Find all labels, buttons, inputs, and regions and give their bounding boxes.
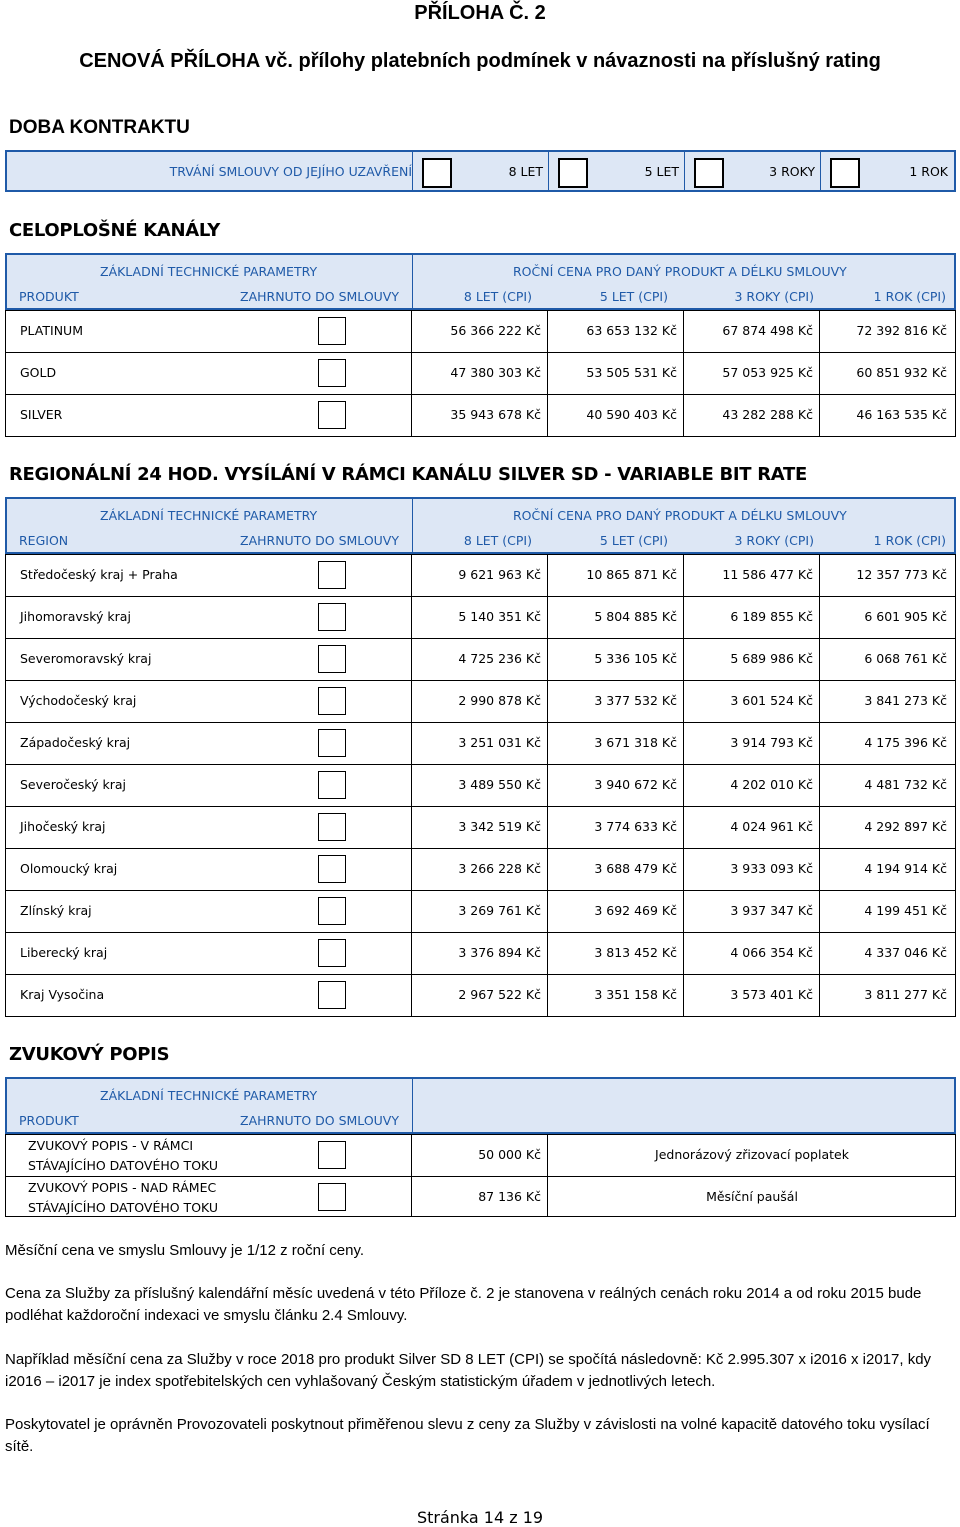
price-cell: 4 202 010 Kč xyxy=(730,777,813,792)
regional-table-header xyxy=(5,497,956,554)
price-cell: 3 671 318 Kč xyxy=(594,735,677,750)
region-name: Zlínský kraj xyxy=(20,903,92,918)
price-cell: 9 621 963 Kč xyxy=(458,567,541,582)
national-table xyxy=(5,310,956,437)
note-monthly-price: Měsíční cena ve smyslu Smlouvy je 1/12 z roční ceny. xyxy=(5,1242,365,1259)
col-included: ZAHRNUTO DO SMLOUVY xyxy=(240,1113,399,1128)
price-cell: 3 774 633 Kč xyxy=(594,819,677,834)
page-title: PŘÍLOHA Č. 2 xyxy=(414,2,546,24)
table-row xyxy=(6,1135,955,1176)
price-cell: 5 140 351 Kč xyxy=(458,609,541,624)
table-row xyxy=(6,639,955,680)
table-row xyxy=(6,311,955,352)
include-checkbox[interactable] xyxy=(318,645,346,673)
price-cell: 56 366 222 Kč xyxy=(450,323,541,338)
price-cell: 3 914 793 Kč xyxy=(730,735,813,750)
price-cell: 3 351 158 Kč xyxy=(594,987,677,1002)
include-checkbox[interactable] xyxy=(318,771,346,799)
region-name: Středočeský kraj + Praha xyxy=(20,567,178,582)
price-cell: 3 377 532 Kč xyxy=(594,693,677,708)
price-cell: 3 342 519 Kč xyxy=(458,819,541,834)
col-1-rok: 1 ROK (CPI) xyxy=(873,289,946,304)
audio-product-line2: STÁVAJÍCÍHO DATOVÉHO TOKU xyxy=(28,1158,219,1173)
region-name: Západočeský kraj xyxy=(20,735,131,750)
header-basic-parameters: ZÁKLADNÍ TECHNICKÉ PARAMETRY xyxy=(100,264,318,279)
table-row xyxy=(6,933,955,974)
price-cell: 53 505 531 Kč xyxy=(586,365,677,380)
col-included: ZAHRNUTO DO SMLOUVY xyxy=(240,533,399,548)
price-cell: 67 874 498 Kč xyxy=(722,323,813,338)
note-example: Například měsíční cena za Služby v roce 2018 pro produkt Silver SD 8 LET (CPI) se spočítá následovně: Kč 2.995.307 x i2016 x i2017, kdy i2016 – i2017 je index spotřebitelských cen vyhlašovaný Českým statistickým úřadem v jednotlivých letech. xyxy=(5,1351,932,1390)
region-name: Východočeský kraj xyxy=(20,693,137,708)
price-cell: 4 066 354 Kč xyxy=(730,945,813,960)
table-row xyxy=(6,1177,955,1218)
col-3-roky: 3 ROKY (CPI) xyxy=(734,533,814,548)
col-included: ZAHRNUTO DO SMLOUVY xyxy=(240,289,399,304)
include-checkbox[interactable] xyxy=(318,1141,346,1169)
price-cell: 3 937 347 Kč xyxy=(730,903,813,918)
region-name: Kraj Vysočina xyxy=(20,987,105,1002)
region-name: Jihočeský kraj xyxy=(20,819,106,834)
price-cell: 3 811 277 Kč xyxy=(864,987,947,1002)
include-checkbox[interactable] xyxy=(318,939,346,967)
price-cell: 3 841 273 Kč xyxy=(864,693,947,708)
col-8-let: 8 LET (CPI) xyxy=(463,289,532,304)
price-cell: 43 282 288 Kč xyxy=(722,407,813,422)
header-annual-price: ROČNÍ CENA PRO DANÝ PRODUKT A DÉLKU SMLOUVY xyxy=(513,264,847,279)
price-cell: 4 292 897 Kč xyxy=(864,819,947,834)
fee-note: Jednorázový zřizovací poplatek xyxy=(655,1147,849,1162)
table-row xyxy=(6,395,955,436)
price-cell: 3 251 031 Kč xyxy=(458,735,541,750)
price-cell: 12 357 773 Kč xyxy=(856,567,947,582)
page-number: Stránka 14 z 19 xyxy=(416,1508,544,1527)
price-cell: 63 653 132 Kč xyxy=(586,323,677,338)
table-row xyxy=(6,723,955,764)
table-row xyxy=(6,597,955,638)
price-cell: 3 376 894 Kč xyxy=(458,945,541,960)
price-cell: 6 068 761 Kč xyxy=(864,651,947,666)
price-cell: 5 336 105 Kč xyxy=(594,651,677,666)
price-cell: 3 573 401 Kč xyxy=(730,987,813,1002)
contract-duration-label: TRVÁNÍ SMLOUVY OD JEJÍHO UZAVŘENÍ xyxy=(169,164,412,179)
price-cell: 4 725 236 Kč xyxy=(458,651,541,666)
price-cell: 3 688 479 Kč xyxy=(594,861,677,876)
price-cell: 3 692 469 Kč xyxy=(594,903,677,918)
include-checkbox[interactable] xyxy=(318,401,346,429)
price-cell: 4 337 046 Kč xyxy=(864,945,947,960)
audio-product-line2: STÁVAJÍCÍHO DATOVÉHO TOKU xyxy=(28,1200,219,1215)
price-cell: 3 269 761 Kč xyxy=(458,903,541,918)
price-cell: 47 380 303 Kč xyxy=(450,365,541,380)
audio-table xyxy=(5,1134,956,1217)
page-subtitle: CENOVÁ PŘÍLOHA vč. přílohy platebních podmínek v návaznosti na příslušný rating xyxy=(79,50,881,72)
col-5-let: 5 LET (CPI) xyxy=(599,289,668,304)
price-cell: 4 481 732 Kč xyxy=(864,777,947,792)
price-cell: 4 199 451 Kč xyxy=(864,903,947,918)
col-product: PRODUKT xyxy=(19,289,79,304)
product-name: PLATINUM xyxy=(20,323,83,338)
col-5-let: 5 LET (CPI) xyxy=(599,533,668,548)
include-checkbox[interactable] xyxy=(318,687,346,715)
include-checkbox[interactable] xyxy=(318,1183,346,1211)
option-1-rok: 1 ROK xyxy=(909,164,948,179)
contract-duration-box xyxy=(5,150,956,192)
include-checkbox[interactable] xyxy=(318,561,346,589)
section-heading-contract: DOBA KONTRAKTU xyxy=(9,117,190,138)
col-3-roky: 3 ROKY (CPI) xyxy=(734,289,814,304)
audio-product-line1: ZVUKOVÝ POPIS - V RÁMCI xyxy=(28,1138,194,1153)
price-cell: 4 175 396 Kč xyxy=(864,735,947,750)
region-name: Olomoucký kraj xyxy=(20,861,118,876)
region-name: Severomoravský kraj xyxy=(20,651,152,666)
price-cell: 57 053 925 Kč xyxy=(722,365,813,380)
product-name: SILVER xyxy=(20,407,63,422)
price-cell: 4 024 961 Kč xyxy=(730,819,813,834)
price-cell: 5 689 986 Kč xyxy=(730,651,813,666)
price-cell: 35 943 678 Kč xyxy=(450,407,541,422)
price-cell: 87 136 Kč xyxy=(478,1189,541,1204)
section-heading-regional: REGIONÁLNÍ 24 HOD. VYSÍLÁNÍ V RÁMCI KANÁLU SILVER SD - VARIABLE BIT RATE xyxy=(9,464,807,485)
option-3-roky: 3 ROKY xyxy=(769,164,815,179)
table-row xyxy=(6,849,955,890)
col-region: REGION xyxy=(19,533,69,548)
table-row xyxy=(6,891,955,932)
include-checkbox[interactable] xyxy=(318,981,346,1009)
include-checkbox[interactable] xyxy=(318,813,346,841)
include-checkbox[interactable] xyxy=(318,729,346,757)
col-product: PRODUKT xyxy=(19,1113,79,1128)
price-cell: 11 586 477 Kč xyxy=(722,567,813,582)
header-basic-parameters: ZÁKLADNÍ TECHNICKÉ PARAMETRY xyxy=(100,508,318,523)
audio-table-header xyxy=(5,1077,956,1134)
national-table-header xyxy=(5,253,956,310)
col-8-let: 8 LET (CPI) xyxy=(463,533,532,548)
region-name: Liberecký kraj xyxy=(20,945,108,960)
audio-product-line1: ZVUKOVÝ POPIS - NAD RÁMEC xyxy=(28,1180,217,1195)
price-cell: 3 940 672 Kč xyxy=(594,777,677,792)
col-1-rok: 1 ROK (CPI) xyxy=(873,533,946,548)
note-indexation: Cena za Služby za příslušný kalendářní měsíc uvedená v této Příloze č. 2 je stanovena v reálných cenách roku 2014 a od roku 2015 bude podléhat každoroční indexaci ve smyslu článku 2.4 Smlouvy. xyxy=(5,1285,922,1324)
include-checkbox[interactable] xyxy=(318,897,346,925)
price-cell: 6 189 855 Kč xyxy=(730,609,813,624)
section-heading-audio: ZVUKOVÝ POPIS xyxy=(9,1044,170,1065)
option-8-let: 8 LET xyxy=(508,164,543,179)
price-cell: 5 804 885 Kč xyxy=(594,609,677,624)
include-checkbox[interactable] xyxy=(318,317,346,345)
section-heading-national: CELOPLOŠNÉ KANÁLY xyxy=(9,220,221,241)
price-cell: 60 851 932 Kč xyxy=(856,365,947,380)
price-cell: 72 392 816 Kč xyxy=(856,323,947,338)
price-cell: 3 489 550 Kč xyxy=(458,777,541,792)
header-basic-parameters: ZÁKLADNÍ TECHNICKÉ PARAMETRY xyxy=(100,1088,318,1103)
price-cell: 46 163 535 Kč xyxy=(856,407,947,422)
price-cell: 3 601 524 Kč xyxy=(730,693,813,708)
price-cell: 2 990 878 Kč xyxy=(458,693,541,708)
price-cell: 2 967 522 Kč xyxy=(458,987,541,1002)
price-cell: 3 266 228 Kč xyxy=(458,861,541,876)
table-row xyxy=(6,765,955,806)
fee-note: Měsíční paušál xyxy=(706,1189,798,1204)
price-cell: 3 813 452 Kč xyxy=(594,945,677,960)
region-name: Severočeský kraj xyxy=(20,777,126,792)
include-checkbox[interactable] xyxy=(318,855,346,883)
header-annual-price: ROČNÍ CENA PRO DANÝ PRODUKT A DÉLKU SMLOUVY xyxy=(513,508,847,523)
table-row xyxy=(6,555,955,596)
include-checkbox[interactable] xyxy=(318,359,346,387)
region-name: Jihomoravský kraj xyxy=(20,609,131,624)
table-row xyxy=(6,975,955,1016)
include-checkbox[interactable] xyxy=(318,603,346,631)
price-cell: 10 865 871 Kč xyxy=(586,567,677,582)
table-row xyxy=(6,807,955,848)
price-cell: 6 601 905 Kč xyxy=(864,609,947,624)
table-row xyxy=(6,353,955,394)
regional-table xyxy=(5,554,956,1017)
price-cell: 40 590 403 Kč xyxy=(586,407,677,422)
price-cell: 4 194 914 Kč xyxy=(864,861,947,876)
product-name: GOLD xyxy=(20,365,57,380)
table-row xyxy=(6,681,955,722)
price-cell: 3 933 093 Kč xyxy=(730,861,813,876)
price-cell: 50 000 Kč xyxy=(478,1147,541,1162)
option-5-let: 5 LET xyxy=(644,164,679,179)
note-discount: Poskytovatel je oprávněn Provozovateli poskytnout přiměřenou slevu z ceny za Služby v závislosti na volné kapacitě datového toku vysílací sítě. xyxy=(5,1416,930,1455)
